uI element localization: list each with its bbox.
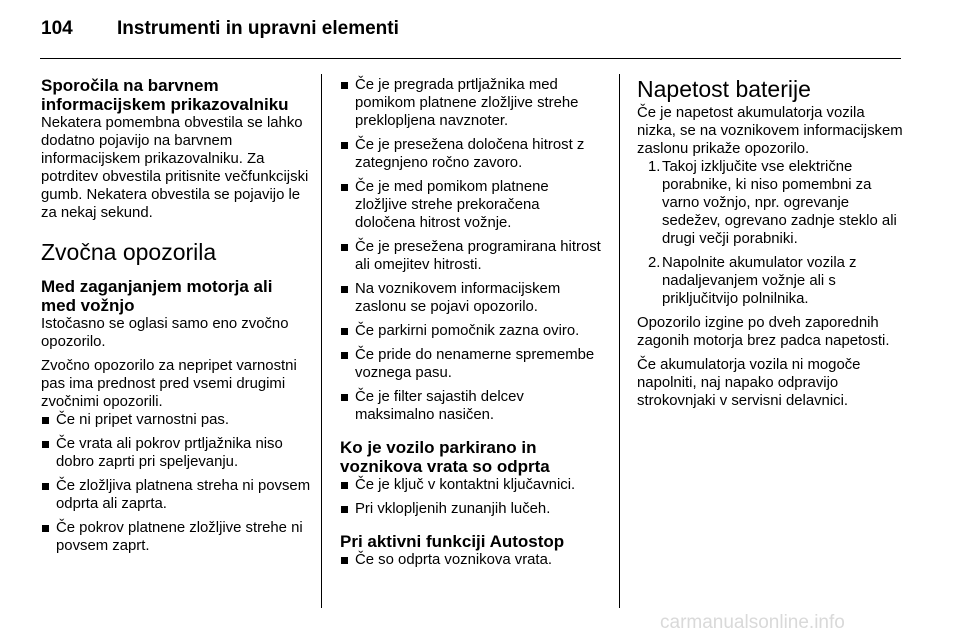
list-item: Če je filter sajastih delcev maksimalno nasičen. [340,388,604,424]
list-item: Pri vklopljenih zunanjih lučeh. [340,500,604,518]
column-1 [41,76,311,555]
chime-conditions-list [41,411,311,555]
list-item: Če parkirni pomočnik zazna oviro. [340,322,604,340]
heading-autostop: Pri aktivni funkciji Autostop [340,532,565,551]
list-item: Če zložljiva platnena streha ni povsem odprta ali zaprta. [41,477,311,513]
list-item: Če vrata ali pokrov prtljažnika niso dobro zaprti pri speljevanju. [41,435,311,471]
list-item: Če je presežena programirana hitrost ali omejitev hitrosti. [340,238,604,274]
paragraph-one-chime: Istočasno se oglasi samo eno zvočno opozorilo. [41,316,289,350]
step-text: Napolnite akumulator vozila z nadaljevanjem vožnje ali s priključitvijo polnilnika. [662,255,857,307]
paragraph-warning-disappears: Opozorilo izgine po dveh zaporednih zagonih motorja brez padca napetosti. [637,315,890,349]
paragraph-workshop: Če akumulatorja vozila ni mogoče napolniti, naj napako odpravijo strokovnjaki v servisni delavnici. [637,357,861,409]
list-item: Če ni pripet varnostni pas. [41,411,311,429]
column-2 [340,76,604,569]
column-divider [321,74,322,608]
watermark: carmanualsonline.info [660,612,845,633]
step-text: Takoj izključite vse električne porabnike, ki niso pomembni za varno vožnjo, npr. ogrevanje sedežev, ogrevano zadnje steklo ali drugi večji porabniki. [662,159,897,247]
paragraph-seatbelt-priority: Zvočno opozorilo za nepripet varnostni pas ima prednost pred vsemi drugimi zvočnimi opozorili. [41,358,297,410]
chime-conditions-list-continued [340,76,604,424]
page-number: 104 [41,18,73,39]
list-item [637,158,905,248]
paragraph-low-voltage: Če je napetost akumulatorja vozila nizka, se na voznikovem informacijskem zaslonu prikaže opozorilo. [637,105,903,157]
list-item: Če pokrov platnene zložljive strehe ni povsem zaprt. [41,519,311,555]
chapter-title: Instrumenti in upravni elementi [117,18,399,39]
battery-steps-list [637,158,905,308]
list-item: Če je med pomikom platnene zložljive strehe prekoračena določena hitrost vožnje. [340,178,604,232]
list-item: Če je pregrada prtljažnika med pomikom platnene zložljive strehe preklopljena navznoter. [340,76,604,130]
heading-color-display-messages: Sporočila na barvnem informacijskem prikazovalniku [41,76,289,114]
list-item: Če je ključ v kontaktni ključavnici. [340,476,604,494]
column-3 [637,76,905,410]
parked-conditions-list [340,476,604,518]
list-item: Na voznikovem informacijskem zaslonu se pojavi opozorilo. [340,280,604,316]
header-rule [40,58,901,59]
paragraph-messages: Nekatera pomembna obvestila se lahko dodatno pojavijo na barvnem informacijskem prikazovalniku. Za potrditev obvestila pritisnite večfunkcijski gumb. Nekatera obvestila se pojavijo le za nekaj sekund. [41,115,309,221]
section-title-warning-chimes: Zvočna opozorila [41,239,217,265]
column-divider [619,74,620,608]
step-number: 1. [648,159,661,175]
list-item: Če pride do nenamerne spremembe voznega pasu. [340,346,604,382]
page-header [41,18,399,40]
list-item: Če je presežena določena hitrost z zategnjeno ročno zavoro. [340,136,604,172]
heading-engine-start-driving: Med zaganjanjem motorja ali med vožnjo [41,277,273,315]
list-item: Če so odprta voznikova vrata. [340,551,604,569]
section-title-battery-voltage: Napetost baterije [637,76,811,102]
list-item [637,254,905,308]
heading-parked-door-open: Ko je vozilo parkirano in voznikova vrata so odprta [340,438,550,476]
step-number: 2. [648,255,661,271]
autostop-conditions-list [340,551,604,569]
